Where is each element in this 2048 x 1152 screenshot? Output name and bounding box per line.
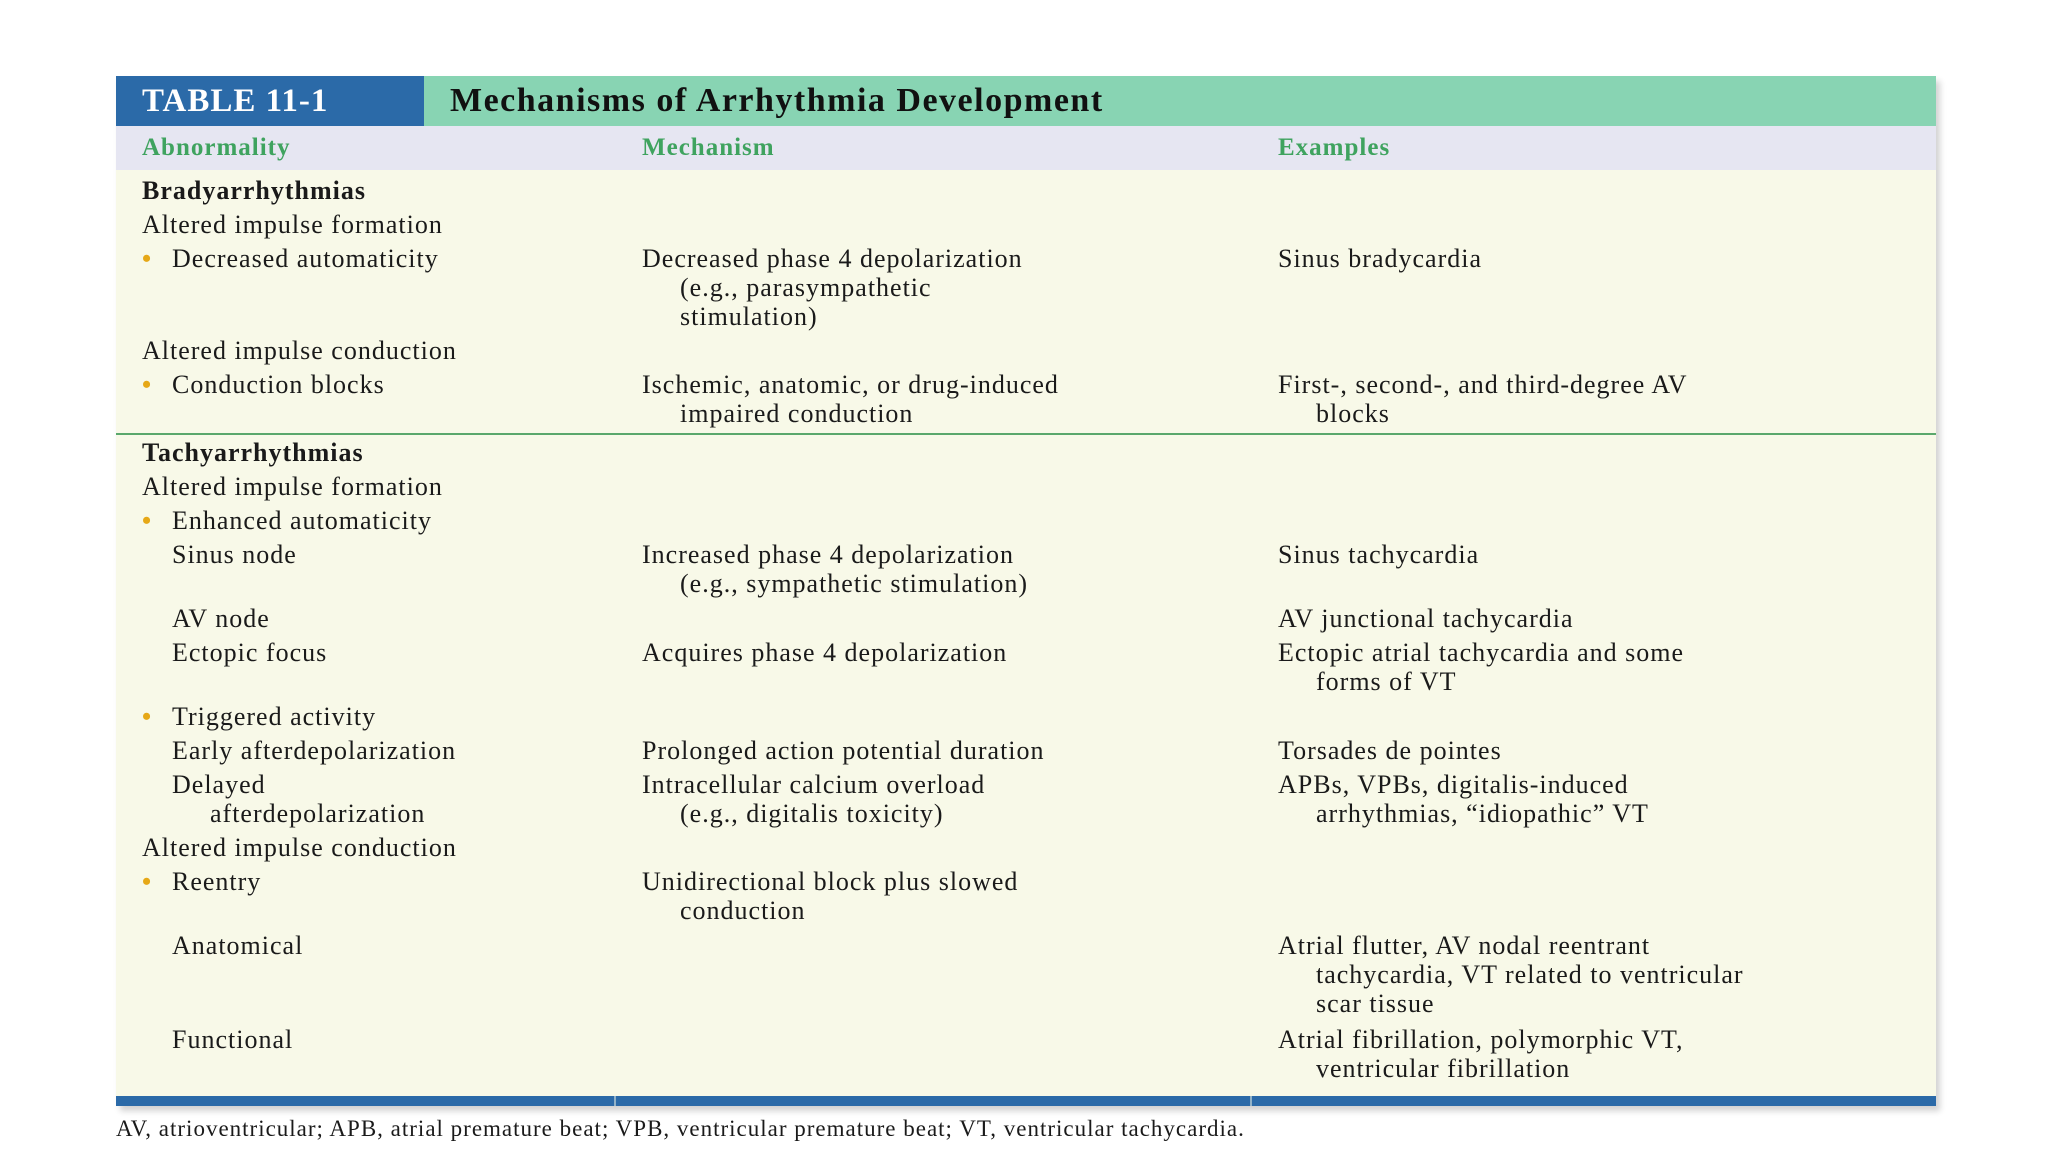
abnormality-cell: Enhanced automaticity (172, 506, 432, 535)
examples-cell-cont: ventricular fibrillation (1316, 1054, 1571, 1083)
abnormality-cell: Early afterdepolarization (172, 736, 457, 765)
abnormality-cell: Altered impulse conduction (142, 336, 457, 365)
examples-cell: Sinus tachycardia (1278, 540, 1480, 569)
abnormality-cell: Decreased automaticity (172, 244, 439, 273)
abnormality-cell: Altered impulse formation (142, 210, 443, 239)
mechanism-cell: Decreased phase 4 depolarization (642, 244, 1023, 273)
mechanisms-table (116, 76, 1936, 1106)
examples-cell: Ectopic atrial tachycardia and some (1278, 638, 1685, 667)
column-header-examples: Examples (1278, 134, 1391, 161)
mechanism-cell-cont: (e.g., sympathetic stimulation) (680, 569, 1028, 598)
mechanism-cell-cont: (e.g., parasympathetic (680, 273, 932, 302)
column-tick (614, 1096, 616, 1106)
abnormality-cell: Functional (172, 1025, 294, 1054)
mechanism-cell-cont: stimulation) (680, 302, 818, 331)
examples-cell-cont: blocks (1316, 399, 1390, 428)
table-title: Mechanisms of Arrhythmia Development (450, 82, 1104, 119)
column-header-abnormality: Abnormality (142, 134, 291, 161)
examples-cell: Sinus bradycardia (1278, 244, 1483, 273)
abnormality-cell: Altered impulse formation (142, 472, 443, 501)
examples-cell-cont: tachycardia, VT related to ventricular (1316, 960, 1744, 989)
table-label: TABLE 11-1 (116, 76, 424, 126)
mechanism-cell: Acquires phase 4 depolarization (642, 638, 1008, 667)
abnormality-cell-cont: afterdepolarization (210, 799, 426, 828)
abnormality-cell: Delayed (172, 770, 266, 799)
examples-cell: Atrial flutter, AV nodal reentrant (1278, 931, 1651, 960)
table-title-bar (116, 76, 1936, 126)
section-divider (116, 433, 1936, 435)
abnormality-cell: Altered impulse conduction (142, 833, 457, 862)
bullet-icon: • (142, 702, 152, 731)
section-bradyarrhythmias: Bradyarrhythmias (142, 176, 366, 205)
mechanism-cell: Unidirectional block plus slowed (642, 867, 1019, 896)
bullet-icon: • (142, 867, 152, 896)
mechanism-cell: Intracellular calcium overload (642, 770, 986, 799)
examples-cell: First-, second-, and third-degree AV (1278, 370, 1688, 399)
examples-cell: AV junctional tachycardia (1278, 604, 1574, 633)
column-tick (1250, 1096, 1252, 1106)
mechanism-cell: Prolonged action potential duration (642, 736, 1045, 765)
abnormality-cell: Reentry (172, 867, 262, 896)
mechanism-cell: Increased phase 4 depolarization (642, 540, 1015, 569)
column-header-mechanism: Mechanism (642, 134, 775, 161)
mechanism-cell-cont: impaired conduction (680, 399, 914, 428)
mechanism-cell-cont: conduction (680, 896, 806, 925)
section-tachyarrhythmias: Tachyarrhythmias (142, 438, 364, 467)
examples-cell-cont: arrhythmias, “idiopathic” VT (1316, 799, 1649, 828)
examples-cell: Atrial fibrillation, polymorphic VT, (1278, 1025, 1684, 1054)
examples-cell: Torsades de pointes (1278, 736, 1502, 765)
abnormality-cell: AV node (172, 604, 270, 633)
table-bottom-rule (116, 1096, 1936, 1106)
mechanism-cell: Ischemic, anatomic, or drug-induced (642, 370, 1059, 399)
abnormality-cell: Sinus node (172, 540, 297, 569)
bullet-icon: • (142, 506, 152, 535)
mechanism-cell-cont: (e.g., digitalis toxicity) (680, 799, 944, 828)
abnormality-cell: Ectopic focus (172, 638, 328, 667)
abnormality-cell: Anatomical (172, 931, 304, 960)
bullet-icon: • (142, 370, 152, 399)
examples-cell: APBs, VPBs, digitalis-induced (1278, 770, 1629, 799)
examples-cell-cont: forms of VT (1316, 667, 1457, 696)
abnormality-cell: Triggered activity (172, 702, 377, 731)
column-header-row (116, 126, 1936, 170)
table-footnote: AV, atrioventricular; APB, atrial premature beat; VPB, ventricular premature beat; VT, ventricular tachycardia. (116, 1116, 1245, 1141)
examples-cell-cont: scar tissue (1316, 989, 1435, 1018)
abnormality-cell: Conduction blocks (172, 370, 385, 399)
bullet-icon: • (142, 244, 152, 273)
